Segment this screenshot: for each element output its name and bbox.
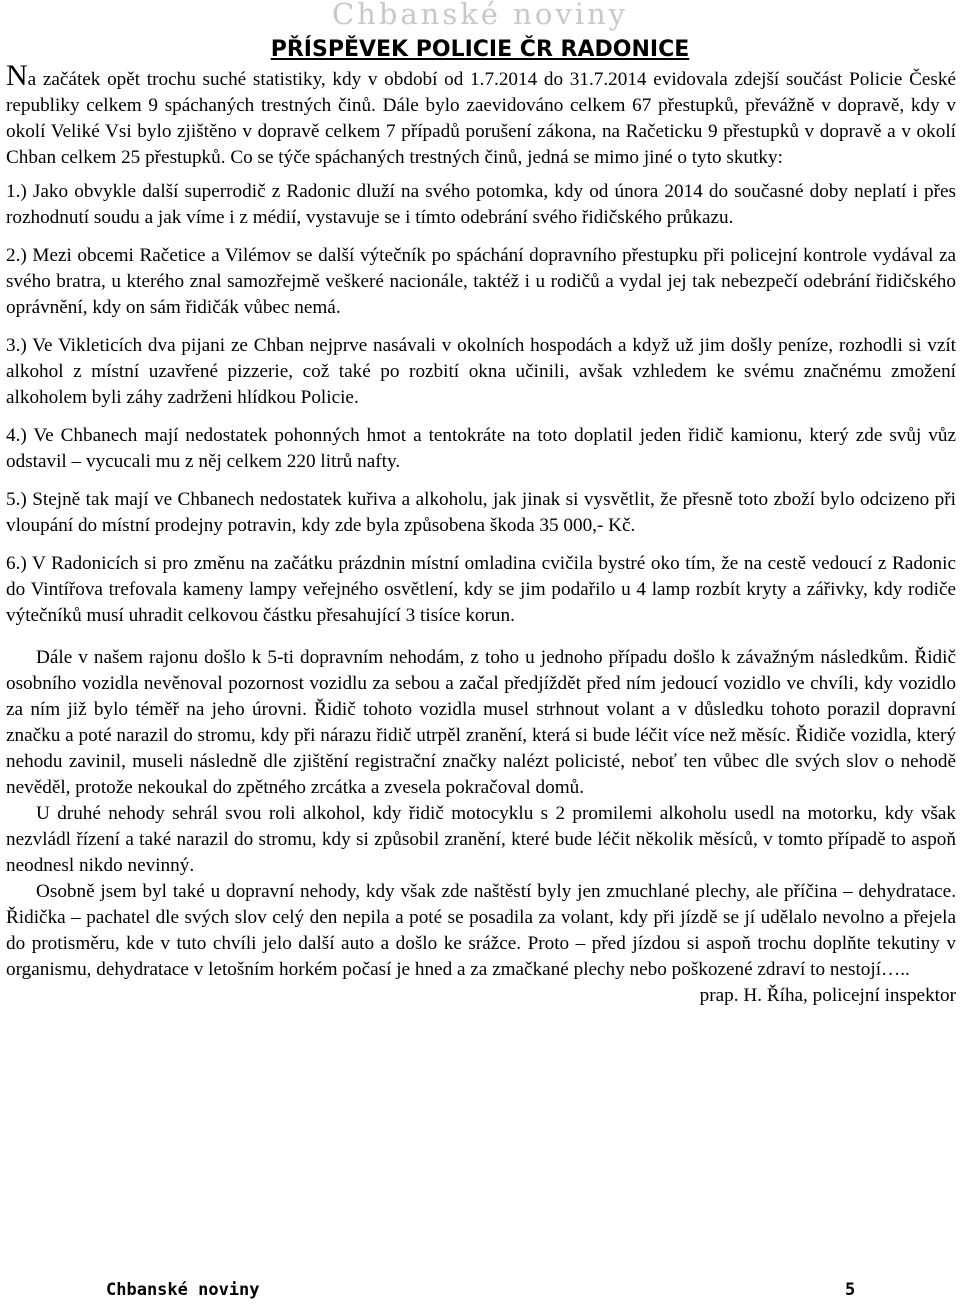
dehydration-paragraph: Osobně jsem byl také u dopravní nehody, kdy však zde naštěstí byly jen zmuchlané plechy, ale příčina – dehydratace. Řidička – pachatel dle svých slov celý den nepila a poté se posadila za volant, kdy při jízdě se jí udělalo nevolno a přejela do protisměru, kde v tuto chvíli jelo další auto a došlo ke srážce. Proto – před jízdou si aspoň trochu doplňte tekutiny v organismu, dehydratace v letošním horkém počasí je hned a za zmačkané plechy nebo poškozené zdraví to nestojí…..	[6, 881, 956, 980]
incident-item-2: 2.) Mezi obcemi Račetice a Vilémov se další výtečník po spáchání dopravního přestupku při policejní kontrole vydával za svého bratra, u kterého znal samozřejmě veškeré nacionále, taktéž i u rodičů a vydal jej tak nebezpečí odebrání řidičského oprávnění, kdy on sám řidičák vůbec nemá.	[6, 245, 956, 318]
intro-paragraph	[6, 59, 956, 171]
page-number: 5	[845, 1280, 856, 1300]
signature: prap. H. Říha, policejní inspektor	[699, 985, 956, 1006]
alcohol-paragraph: U druhé nehody sehrál svou roli alkohol, kdy řidič motocyklu s 2 promilemi alkoholu usedl na motorku, kdy však nezvládl řízení a také narazil do stromu, kdy si způsobil zranění, které bude léčit několik měsíců, v tomto případě to aspoň neodnesl nikdo nevinný.	[6, 803, 956, 876]
intro-text: a začátek opět trochu suché statistiky, kdy v období od 1.7.2014 do 31.7.2014 evidovala zdejší součást Policie České republiky celkem 9 spáchaných trestných činů. Dále bylo zaevidováno celkem 67 přestupků, převážně v dopravě, kdy v okolí Veliké Vsi bylo zjištěno v dopravě celkem 7 případů porušení zákona, na Račeticku 9 přestupků v dopravě a v okolí Chban celkem 25 přestupků. Co se týče spáchaných trestných činů, jedná se mimo jiné o tyto skutky:	[6, 69, 956, 168]
page-footer	[0, 1280, 960, 1304]
incident-item-5: 5.) Stejně tak mají ve Chbanech nedostatek kuřiva a alkoholu, jak jinak si vysvětlit, že přesně toto zboží bylo odcizeno při vloupání do místní prodejny potravin, kdy zde byla způsobena škoda 35 000,- Kč.	[6, 489, 956, 536]
article-body	[6, 59, 956, 1009]
incident-item-3: 3.) Ve Vikleticích dva pijani ze Chban nejprve nasávali v okolních hospodách a když už jim došly peníze, rozhodli si vzít alkohol z místní uzavřené pizzerie, což také po rozbití okna učinili, avšak vzhledem ke svému značnému zmožení alkoholem byli záhy zadrženi hlídkou Policie.	[6, 335, 956, 408]
incident-item-4: 4.) Ve Chbanech mají nedostatek pohonných hmot a tentokráte na toto doplatil jeden řidič kamionu, který zde svůj vůz odstavil – vycucali mu z něj celkem 220 litrů nafty.	[6, 425, 956, 472]
masthead: Chbanské noviny	[331, 0, 629, 31]
footer-publication-name: Chbanské noviny	[106, 1280, 260, 1300]
drop-cap: N	[6, 59, 28, 92]
accidents-paragraph: Dále v našem rajonu došlo k 5-ti dopravním nehodám, z toho u jednoho případu došlo k závažným následkům. Řidič osobního vozidla nevěnoval pozornost vozidlu za sebou a začal předjíždět před ním jedoucí vozidlo ve chvíli, kdy vozidlo za ním již bylo téměř na jeho úrovni. Řidič tohoto vozidla musel strhnout volant a v důsledku tohoto porazil dopravní značku a poté narazil do stromu, kdy při nárazu řidič utrpěl zranění, která si bude léčit více než měsíc. Řidiče vozidla, který nehodu zavinil, museli následně dle zjištění registrační značky nalézt policisté, neboť ten vůbec dle svých slov o nehodě nevěděl, protože nekoukal do zpětného zrcátka a zvesela pokračoval domů.	[6, 647, 956, 798]
incident-item-1: 1.) Jako obvykle další superrodič z Radonic dluží na svého potomka, kdy od února 2014 do současné doby neplatí i přes rozhodnutí soudu a jak víme i z médií, vystavuje se i tímto odebrání svého řidičského průkazu.	[6, 181, 956, 228]
incident-item-6: 6.) V Radonicích si pro změnu na začátku prázdnin místní omladina cvičila bystré oko tím, že na cestě vedoucí z Radonic do Vintířova trefovala kameny lampy veřejného osvětlení, kdy se jim podařilo u 4 lamp rozbít kryty a zářivky, kdy rodiče výtečníků musí uhradit celkovou částku přesahující 3 tisíce korun.	[6, 553, 956, 626]
article-title: PŘÍSPĚVEK POLICIE ČR RADONICE	[270, 37, 690, 62]
